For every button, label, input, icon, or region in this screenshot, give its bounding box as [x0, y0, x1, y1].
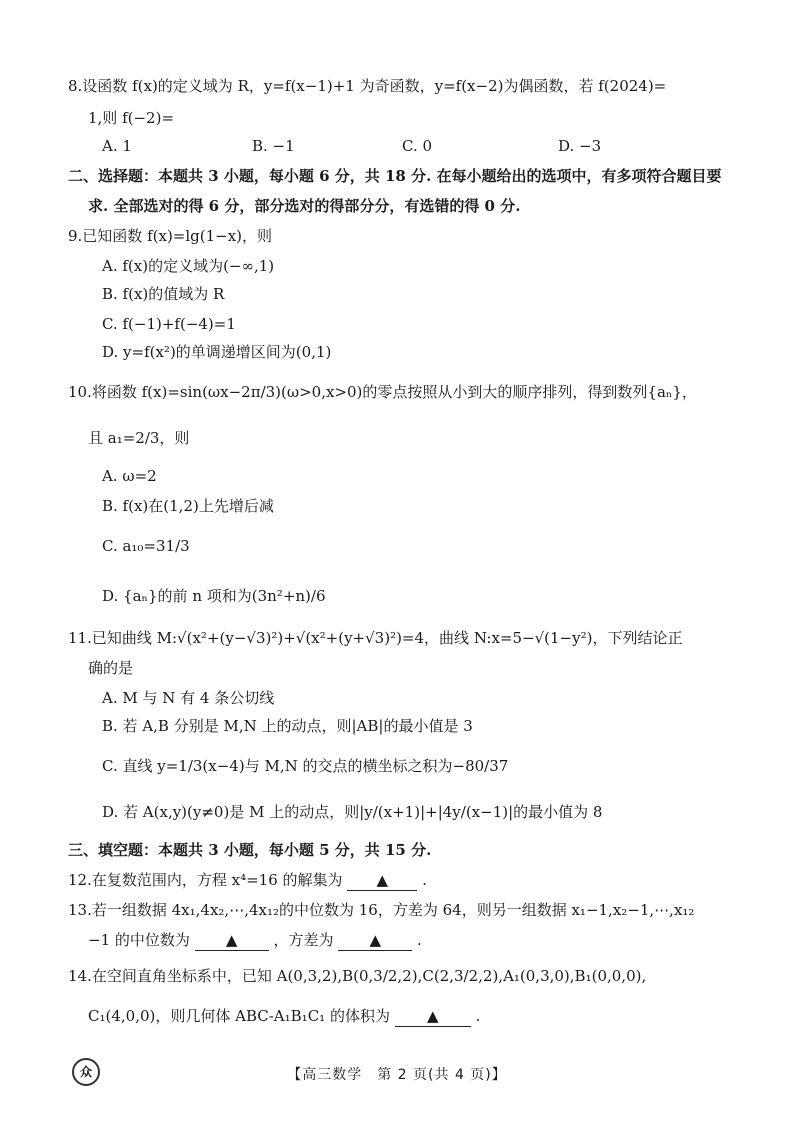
- q11-stem2: 确的是: [88, 659, 134, 677]
- q14-line2-text: C₁(4,0,0)，则几何体 ABC-A₁B₁C₁ 的体积为: [88, 1007, 390, 1025]
- q11-option-c: C. 直线 y=1/3(x−4)与 M,N 的交点的横坐标之积为−80/37: [102, 757, 509, 775]
- q11-option-d: D. 若 A(x,y)(y≠0)是 M 上的动点，则|y/(x+1)|+|4y/(x−1)|的最小值为 8: [102, 803, 603, 821]
- q10-option-a: A. ω=2: [102, 467, 157, 485]
- q8-option-d: D. −3: [558, 137, 602, 155]
- q10-option-d: D. {aₙ}的前 n 项和为(3n²+n)/6: [102, 587, 326, 605]
- q14-end: .: [475, 1007, 481, 1025]
- q13-line2-b: ，方差为: [273, 931, 334, 949]
- q13-median-blank: ▲: [195, 930, 269, 951]
- section3-heading: 三、填空题：本题共 3 小题，每小题 5 分，共 15 分.: [68, 841, 432, 859]
- q13-end: .: [417, 931, 422, 949]
- q12-answer-blank: ▲: [347, 870, 417, 891]
- q9-option-b: B. f(x)的值域为 R: [102, 285, 225, 303]
- q14-volume-blank: ▲: [395, 1006, 471, 1027]
- q13-line1: 13.若一组数据 4x₁,4x₂,⋯,4x₁₂的中位数为 16，方差为 64，则另一组数据 x₁−1,x₂−1,⋯,x₁₂: [68, 901, 695, 919]
- q9-option-c: C. f(−1)+f(−4)=1: [102, 315, 236, 333]
- q10-option-b: B. f(x)在(1,2)上先增后减: [102, 497, 274, 515]
- q10-stem: 10.将函数 f(x)=sin(ωx−2π/3)(ω>0,x>0)的零点按照从小到大的顺序排列，得到数列{aₙ}，: [68, 383, 697, 401]
- q8-option-a: A. 1: [102, 137, 132, 155]
- q14-line1: 14.在空间直角坐标系中，已知 A(0,3,2),B(0,3/2,2),C(2,3/2,2),A₁(0,3,0),B₁(0,0,0),: [68, 967, 647, 985]
- q13-line2-a: −1 的中位数为: [88, 931, 190, 949]
- q9-stem: 9.已知函数 f(x)=lg(1−x)，则: [68, 227, 273, 245]
- q12-text: 12.在复数范围内，方程 x⁴=16 的解集为: [68, 871, 343, 889]
- q11-option-a: A. M 与 N 有 4 条公切线: [102, 689, 275, 707]
- q13-line2: [88, 930, 422, 951]
- q11-option-b: B. 若 A,B 分别是 M,N 上的动点，则|AB|的最小值是 3: [102, 717, 473, 735]
- q10-option-c: C. a₁₀=31/3: [102, 537, 190, 555]
- q11-stem: 11.已知曲线 M:√(x²+(y−√3)²)+√(x²+(y+√3)²)=4，曲线 N:x=5−√(1−y²)，下列结论正: [68, 629, 683, 647]
- q13-variance-blank: ▲: [338, 930, 412, 951]
- q8-option-c: C. 0: [402, 137, 433, 155]
- section2-heading-line2: 求. 全部选对的得 6 分，部分选对的得部分分，有选错的得 0 分.: [88, 197, 521, 215]
- q8-option-b: B. −1: [252, 137, 295, 155]
- q14-line2: [88, 1006, 480, 1027]
- q9-option-a: A. f(x)的定义域为(−∞,1): [102, 257, 275, 275]
- page-footer: 【高三数学 第 2 页(共 4 页)】: [287, 1067, 507, 1083]
- q10-stem2: 且 a₁=2/3，则: [88, 429, 190, 447]
- q12-line: [68, 870, 427, 891]
- q8-line1: 8.设函数 f(x)的定义域为 R，y=f(x−1)+1 为奇函数，y=f(x−2)为偶函数，若 f(2024)=: [68, 77, 667, 95]
- q8-line2: 1,则 f(−2)=: [88, 109, 175, 127]
- publisher-logo-icon: 众: [72, 1058, 100, 1086]
- section2-heading-line1: 二、选择题：本题共 3 小题，每小题 6 分，共 18 分. 在每小题给出的选项中，有多项符合题目要: [68, 167, 722, 185]
- q12-end: .: [422, 871, 427, 889]
- q9-option-d: D. y=f(x²)的单调递增区间为(0,1): [102, 343, 332, 361]
